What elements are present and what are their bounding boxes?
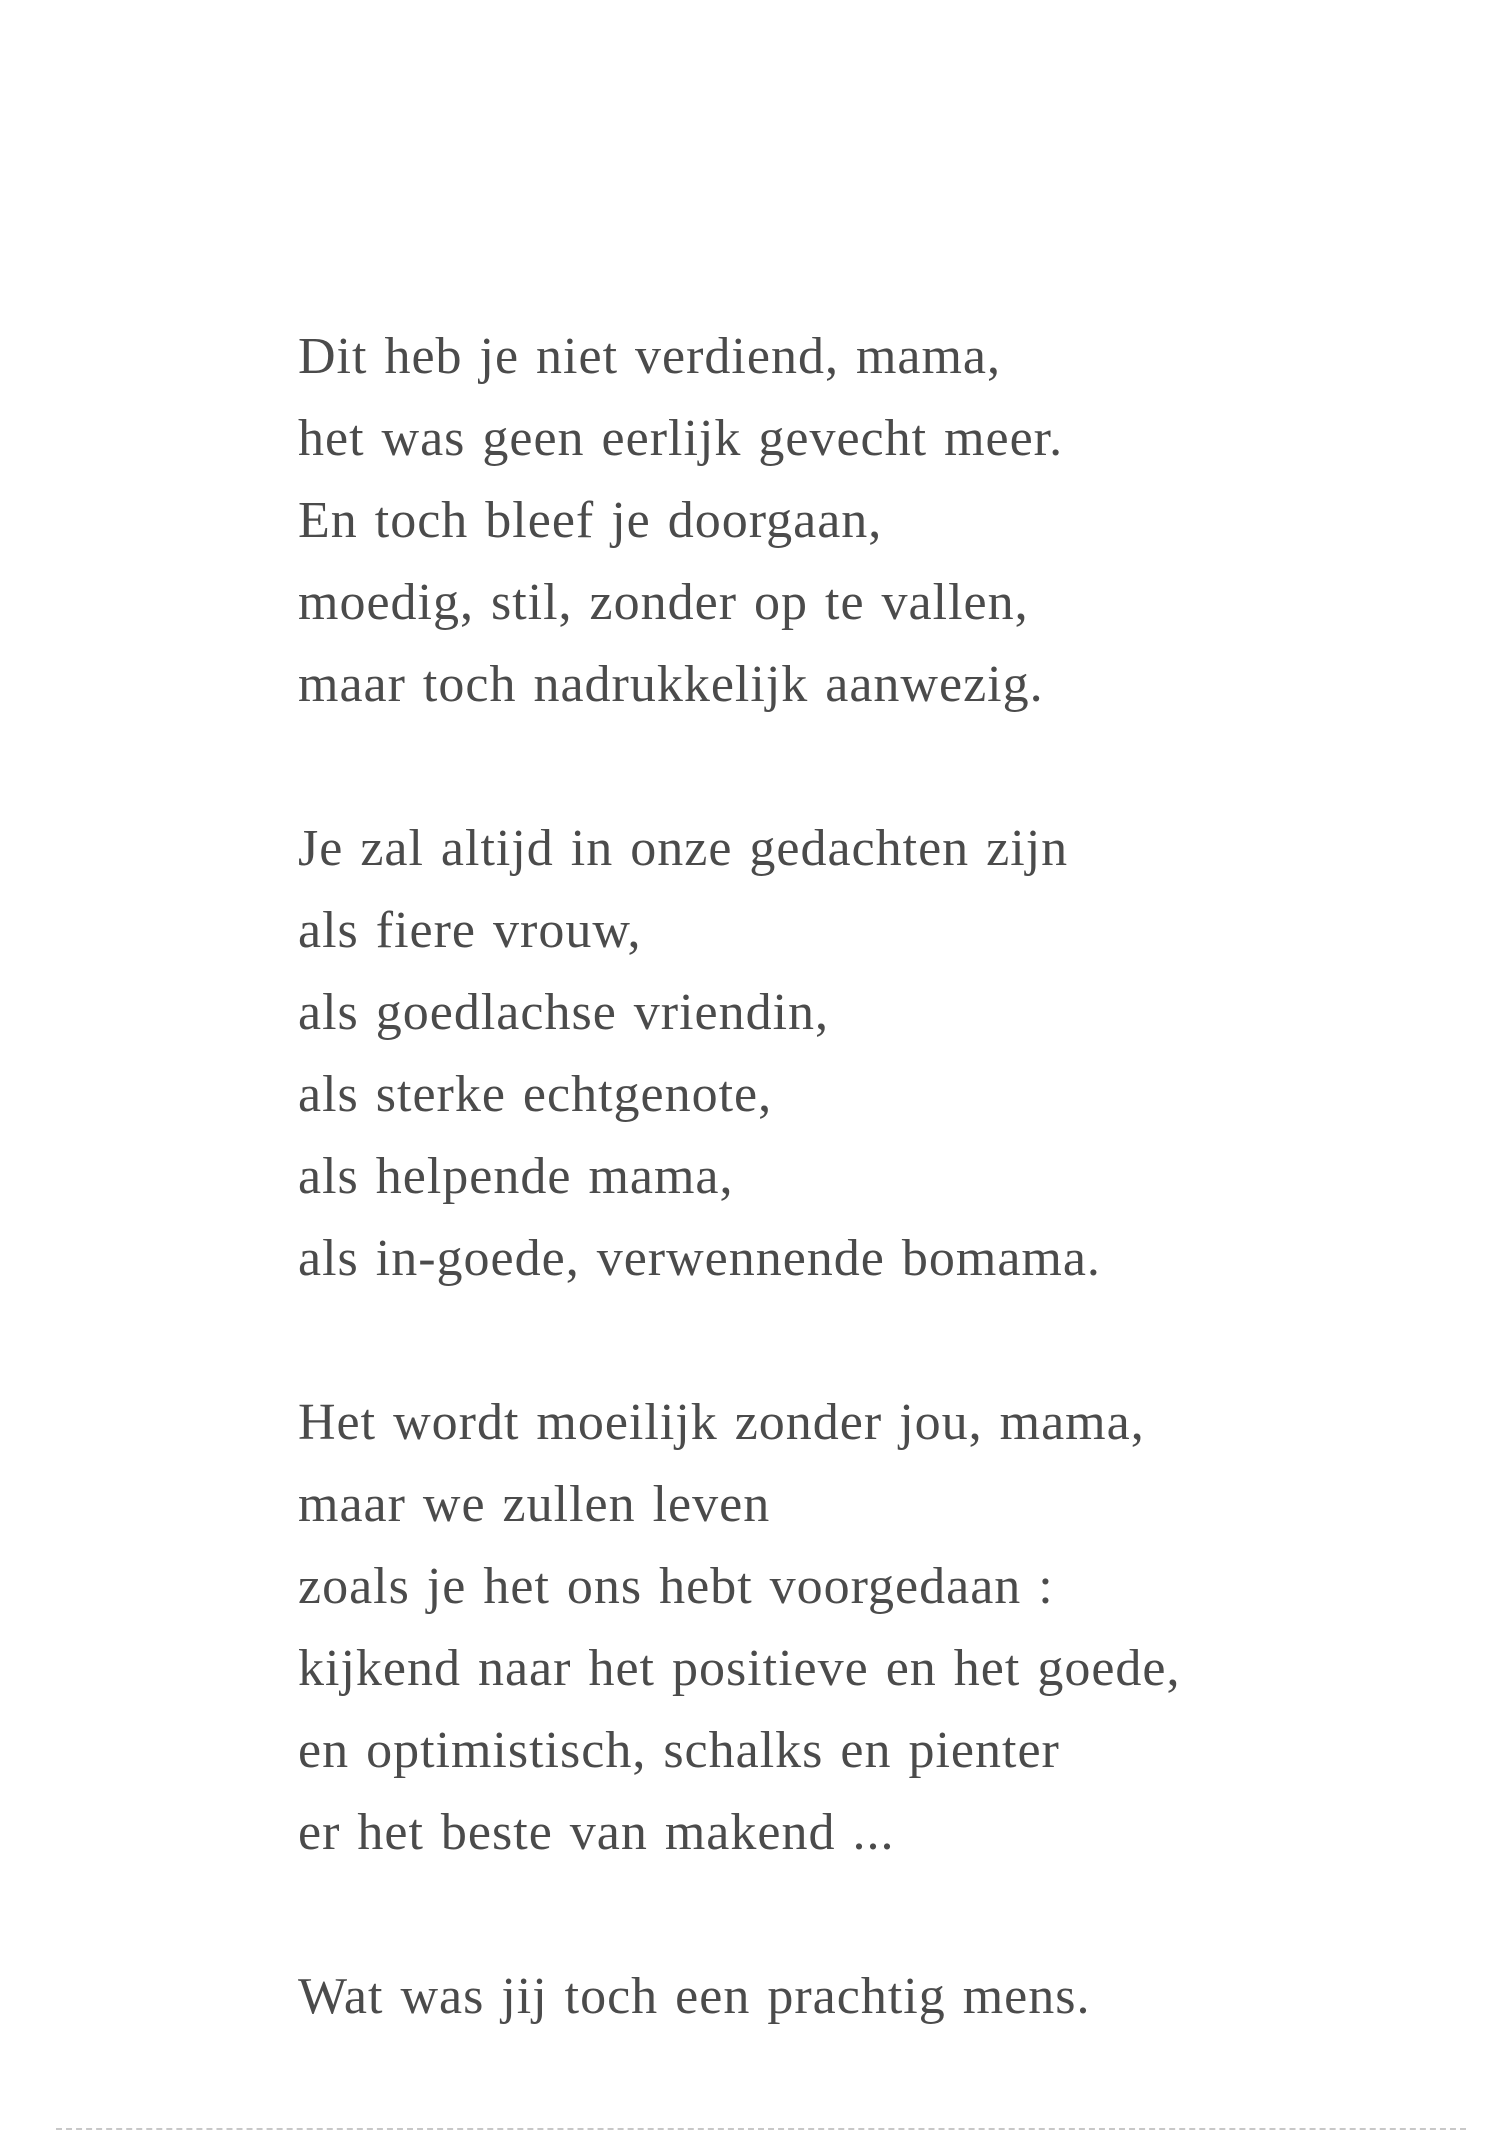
poem-line: Wat was jij toch een prachtig mens. [298,1968,1091,2025]
poem-line: Je zal altijd in onze gedachten zijn [298,820,1069,877]
stanza-3 [298,1382,1398,1874]
poem-line: als sterke echtgenote, [298,1066,773,1123]
poem-line: als fiere vrouw, [298,902,642,959]
stanza-2 [298,808,1398,1300]
poem-line: het was geen eerlijk gevecht meer. [298,410,1064,467]
poem-line: als in-goede, verwennende bomama. [298,1230,1101,1287]
poem-line: als goedlachse vriendin, [298,984,830,1041]
poem-line: als helpende mama, [298,1148,734,1205]
poem-line: en optimistisch, schalks en pienter [298,1722,1060,1779]
stanza-gap [298,1874,1398,1956]
poem-line: Dit heb je niet verdiend, mama, [298,328,1002,385]
stanza-1 [298,316,1398,726]
poem-line: zoals je het ons hebt voorgedaan : [298,1558,1054,1615]
page-edge-divider [56,2128,1466,2130]
stanza-gap [298,1300,1398,1382]
poem-line: er het beste van makend ... [298,1804,895,1861]
poem-line: moedig, stil, zonder op te vallen, [298,574,1029,631]
poem-line: kijkend naar het positieve en het goede, [298,1640,1181,1697]
stanza-4 [298,1956,1398,2038]
poem-line: maar we zullen leven [298,1476,771,1533]
poem [298,316,1398,2038]
poem-line: maar toch nadrukkelijk aanwezig. [298,656,1044,713]
poem-line: Het wordt moeilijk zonder jou, mama, [298,1394,1145,1451]
stanza-gap [298,726,1398,808]
poem-line: En toch bleef je doorgaan, [298,492,883,549]
